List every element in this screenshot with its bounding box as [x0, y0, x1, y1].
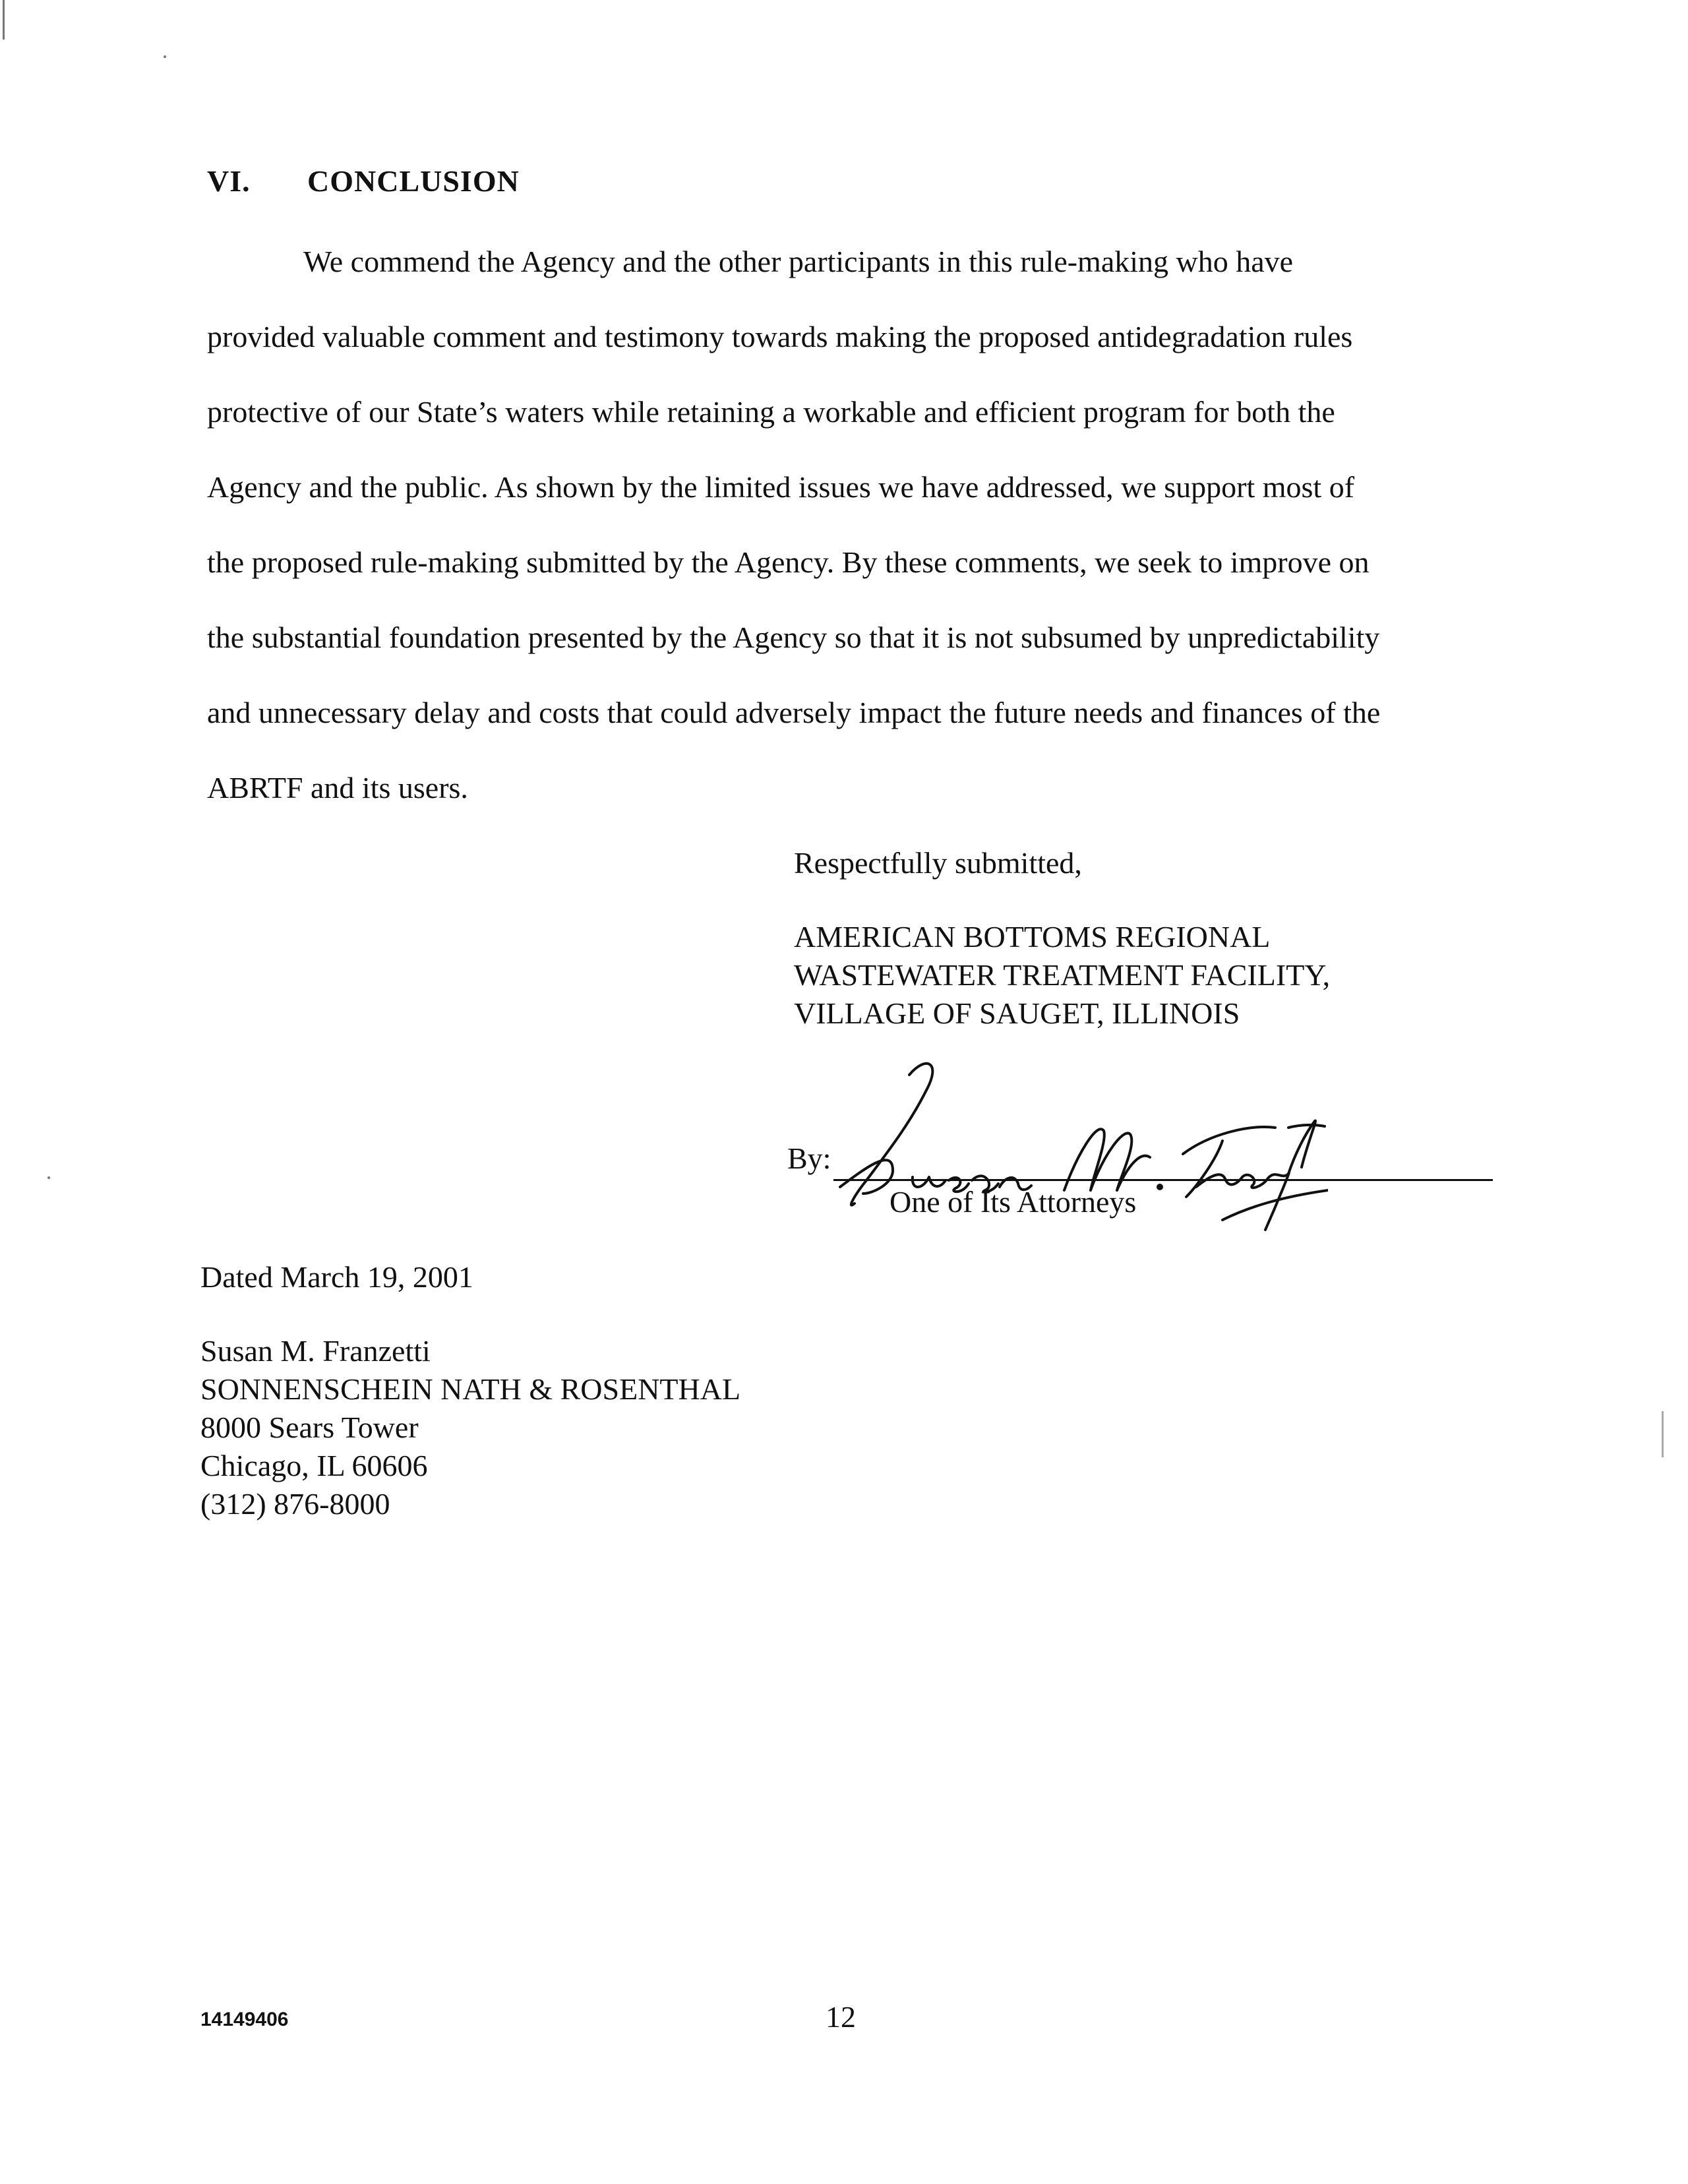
paragraph-line: the substantial foundation presented by the Agency so that it is not subsumed by unpredictability	[207, 621, 1380, 654]
counsel-name: Susan M. Franzetti	[200, 1334, 431, 1368]
signature-caption: One of Its Attorneys	[889, 1185, 1137, 1219]
signature-block	[787, 1055, 1493, 1253]
counsel-firm: SONNENSCHEIN NATH & ROSENTHAL	[200, 1372, 741, 1406]
date-line: Dated March 19, 2001	[200, 1260, 473, 1294]
by-label: By:	[787, 1141, 831, 1175]
counsel-city: Chicago, IL 60606	[200, 1449, 428, 1482]
scan-mark	[3, 0, 5, 40]
section-heading	[207, 164, 520, 198]
section-title: CONCLUSION	[307, 164, 520, 198]
handwritten-signature	[827, 1055, 1328, 1240]
organization-line: WASTEWATER TREATMENT FACILITY,	[794, 958, 1331, 992]
paragraph-line: provided valuable comment and testimony towards making the proposed antidegradation rules	[207, 320, 1353, 353]
scan-speck	[164, 55, 166, 58]
paragraph-line: We commend the Agency and the other participants in this rule-making who have	[303, 245, 1294, 278]
paragraph-line: protective of our State’s waters while retaining a workable and efficient program for both the	[207, 395, 1335, 429]
paragraph-line: the proposed rule-making submitted by the Agency. By these comments, we seek to improve on	[207, 545, 1370, 579]
page-number: 12	[826, 2000, 856, 2034]
closing-salutation: Respectfully submitted,	[794, 846, 1082, 880]
paragraph-line: and unnecessary delay and costs that could adversely impact the future needs and finances of the	[207, 696, 1381, 729]
counsel-address	[200, 1332, 740, 1523]
organization-line: AMERICAN BOTTOMS REGIONAL	[794, 920, 1271, 954]
paragraph-line: Agency and the public. As shown by the limited issues we have addressed, we support most of	[207, 470, 1355, 504]
section-number: VI.	[207, 164, 251, 198]
scan-speck	[47, 1176, 50, 1179]
organization-block	[794, 918, 1330, 1033]
document-id: 14149406	[200, 2009, 289, 2030]
paragraph-line: ABRTF and its users.	[207, 771, 468, 804]
counsel-phone: (312) 876-8000	[200, 1487, 390, 1521]
organization-line: VILLAGE OF SAUGET, ILLINOIS	[794, 996, 1240, 1030]
scan-mark	[1662, 1411, 1664, 1457]
counsel-street: 8000 Sears Tower	[200, 1410, 419, 1444]
